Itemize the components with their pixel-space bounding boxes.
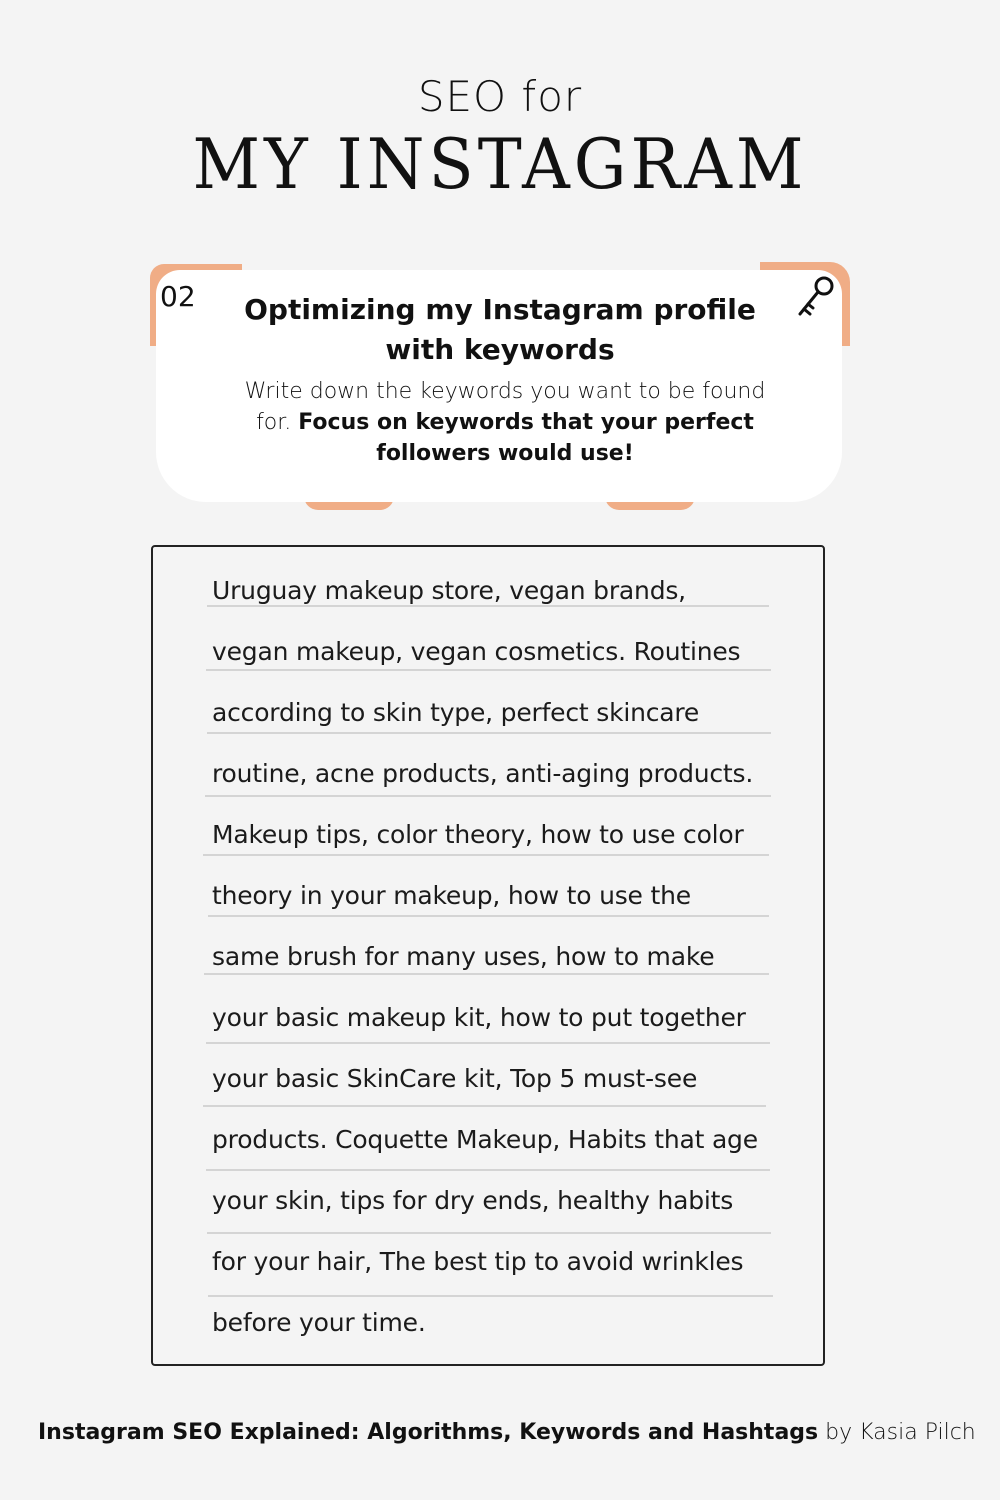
- ruled-line: [207, 1232, 771, 1234]
- ruled-line: [203, 854, 769, 856]
- note-line: your basic SkinCare kit, Top 5 must-see: [212, 1064, 698, 1093]
- note-line: for your hair, The best tip to avoid wrinkles: [212, 1247, 744, 1276]
- key-icon: [794, 272, 840, 322]
- note-line: vegan makeup, vegan cosmetics. Routines: [212, 637, 741, 666]
- note-line: your skin, tips for dry ends, healthy habits: [212, 1186, 734, 1215]
- ruled-line: [204, 973, 769, 975]
- ruled-line: [207, 605, 769, 607]
- title-small: SEO for: [417, 72, 583, 121]
- footer-credit: [38, 1420, 976, 1445]
- note-line: same brush for many uses, how to make: [212, 942, 715, 971]
- note-line: your basic makeup kit, how to put together: [212, 1003, 746, 1032]
- card-description: [230, 376, 780, 469]
- note-line: before your time.: [212, 1308, 426, 1337]
- ruled-line: [203, 1105, 766, 1107]
- ruled-line: [206, 1169, 770, 1171]
- ruled-line: [206, 1042, 770, 1044]
- ruled-line: [208, 1295, 773, 1297]
- card-description-bold: Focus on keywords that your perfect followers would use!: [298, 410, 754, 466]
- note-line: according to skin type, perfect skincare: [212, 698, 700, 727]
- footer-byline: by Kasia Pilch: [825, 1420, 976, 1445]
- ruled-line: [208, 915, 769, 917]
- step-number: 02: [160, 280, 196, 313]
- note-line: theory in your makeup, how to use the: [212, 881, 691, 910]
- footer-title: Instagram SEO Explained: Algorithms, Keywords and Hashtags: [38, 1420, 819, 1445]
- card-heading: Optimizing my Instagram profile with keywords: [244, 293, 756, 366]
- note-line: Uruguay makeup store, vegan brands,: [212, 576, 686, 605]
- note-line: routine, acne products, anti-aging products.: [212, 759, 754, 788]
- ruled-line: [206, 669, 771, 671]
- ruled-line: [205, 795, 771, 797]
- ruled-line: [207, 732, 771, 734]
- note-line: products. Coquette Makeup, Habits that age: [212, 1125, 758, 1154]
- card-description-normal: Write down the keywords you want to be found for.: [244, 379, 766, 435]
- note-line: Makeup tips, color theory, how to use color: [212, 820, 744, 849]
- page-title: MY INSTAGRAM: [192, 124, 808, 205]
